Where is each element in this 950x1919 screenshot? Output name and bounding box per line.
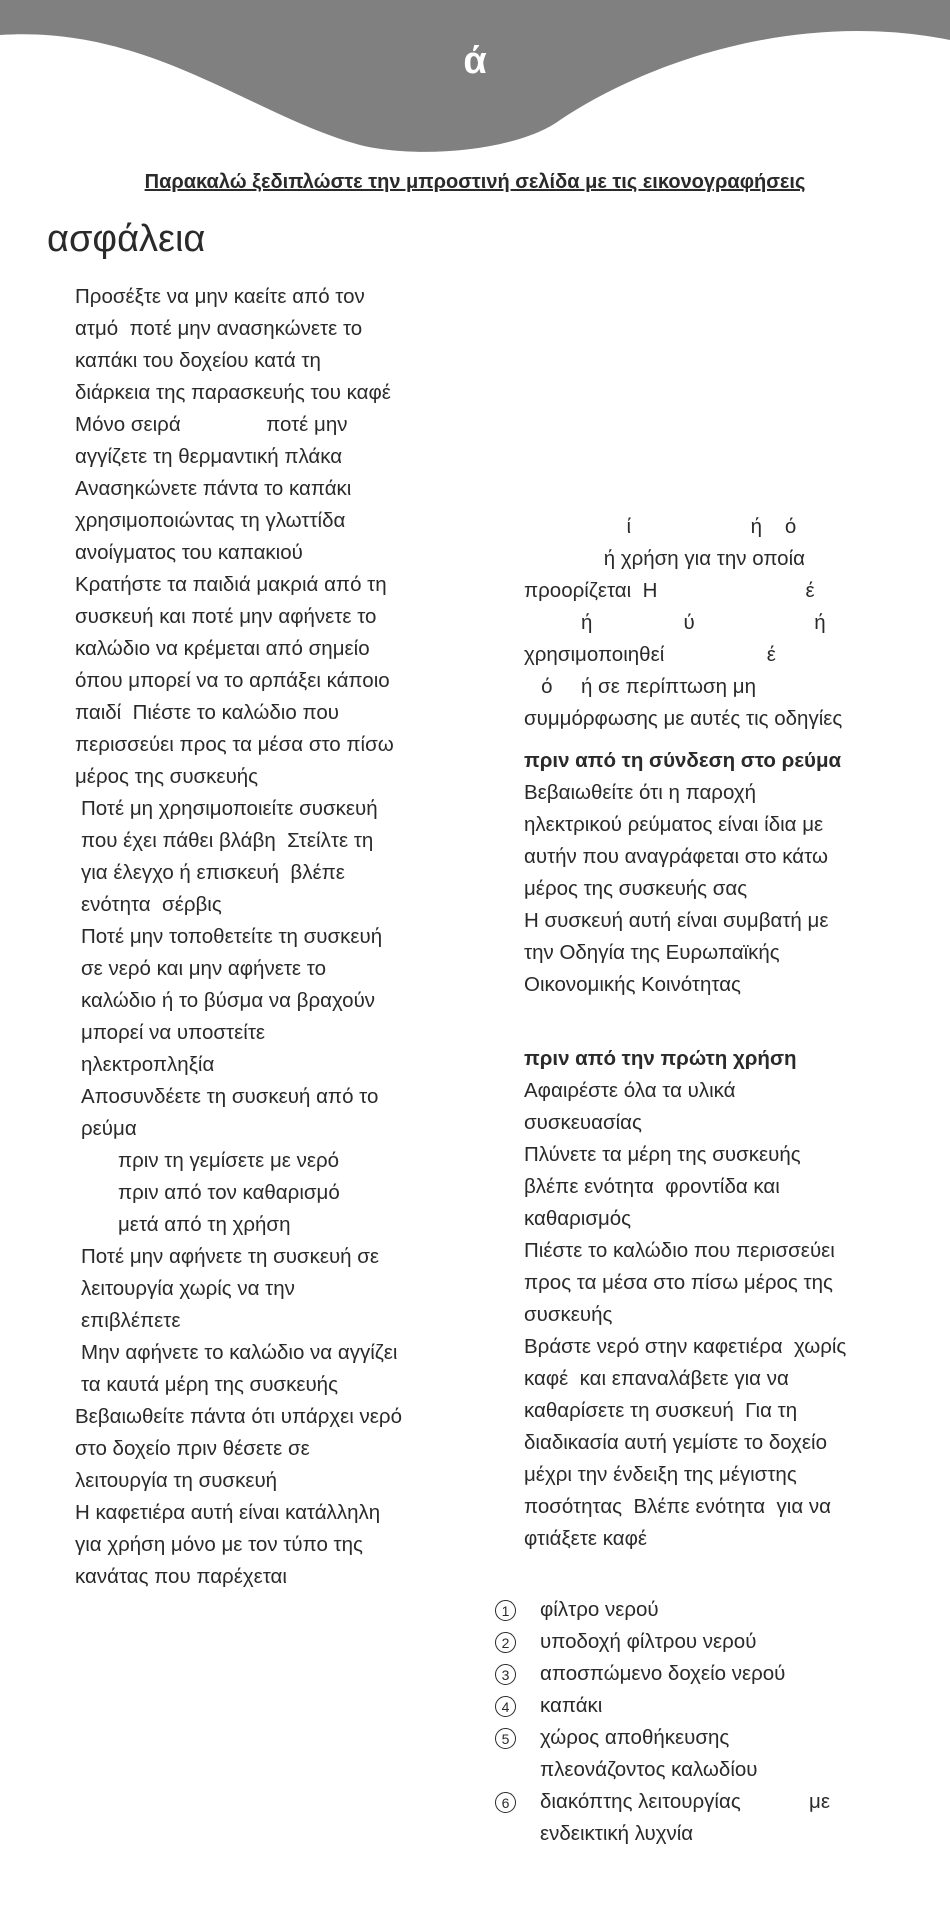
text-line: ηλεκτρικού ρεύματος είναι ίδια με [524, 813, 824, 836]
part-number-badge: 3 [495, 1664, 516, 1685]
text-line: ατμό ποτέ μην ανασηκώνετε το [75, 317, 363, 340]
text-line: σε νερό και μην αφήνετε το [81, 957, 326, 980]
text-line: διαδικασία αυτή γεμίστε το δοχείο [524, 1431, 828, 1454]
text-line: ί ή ό [524, 515, 797, 538]
text-line: Βεβαιωθείτε ότι η παροχή [524, 781, 756, 804]
text-line: Οικονομικής Κοινότητας [524, 973, 741, 996]
part-label-continued: ενδεικτική λυχνία [540, 1822, 694, 1845]
text-line: κανάτας που παρέχεται [75, 1565, 287, 1588]
text-line: Πιέστε το καλώδιο που περισσεύει [524, 1239, 835, 1262]
text-line: στο δοχείο πριν θέσετε σε [75, 1437, 310, 1460]
text-line: μέρος της συσκευής [75, 765, 259, 788]
part-label: αποσπώμενο δοχείο νερού [540, 1662, 786, 1685]
text-line: Βεβαιωθείτε πάντα ότι υπάρχει νερό [75, 1405, 402, 1428]
part-label-continued: πλεονάζοντος καλωδίου [540, 1758, 758, 1781]
part-number-badge: 6 [495, 1792, 516, 1813]
text-line: βλέπε ενότητα φροντίδα και [524, 1175, 780, 1198]
text-line: ποσότητας Βλέπε ενότητα για να [524, 1495, 831, 1518]
fold-out-note: Παρακαλώ ξεδιπλώστε την μπροστινή σελίδα με τις εικονογραφήσεις [144, 171, 806, 193]
text-line: ηλεκτροπληξία [81, 1053, 215, 1076]
text-line: για έλεγχο ή επισκευή βλέπε [81, 861, 345, 884]
text-line: φτιάξετε καφέ [524, 1527, 648, 1550]
text-line: Ποτέ μην τοποθετείτε τη συσκευή [81, 925, 383, 948]
text-line: Ποτέ μη χρησιμοποιείτε συσκευή [81, 797, 378, 820]
text-line: μετά από τη χρήση [118, 1213, 291, 1236]
text-line: καθαρίσετε τη συσκευή Για τη [524, 1399, 798, 1422]
text-line: που έχει πάθει βλάβη Στείλτε τη [81, 829, 374, 852]
text-line: συσκευή και ποτέ μην αφήνετε το [75, 605, 377, 628]
part-number-badge: 2 [495, 1632, 516, 1653]
subheading-before-power: πριν από τη σύνδεση στο ρεύμα [524, 749, 842, 772]
parts-list [495, 1594, 915, 1850]
text-line: μπορεί να υποστείτε [81, 1021, 266, 1044]
text-line: καπάκι του δοχείου κατά τη [75, 349, 321, 372]
text-line: χρησιμοποιώντας τη γλωττίδα [75, 509, 346, 532]
text-line: ό ή σε περίπτωση μη [524, 675, 756, 698]
text-line: περισσεύει προς τα μέσα στο πίσω [75, 733, 394, 756]
parts-list-item [495, 1722, 915, 1786]
safety-right-column [524, 511, 924, 1555]
text-line: πριν τη γεμίσετε με νερό [118, 1149, 340, 1172]
text-line: καφέ και επαναλάβετε για να [524, 1367, 789, 1390]
text-line: ή χρήση για την οποία [524, 547, 805, 570]
text-line: ανοίγματος του καπακιού [75, 541, 303, 564]
text-line: ή ύ ή [524, 611, 826, 634]
text-line: διάρκεια της παρασκευής του καφέ [75, 381, 391, 404]
part-number-badge: 5 [495, 1728, 516, 1749]
text-line: αγγίζετε τη θερμαντική πλάκα [75, 445, 343, 468]
part-label: καπάκι [540, 1694, 603, 1717]
text-line: καθαρισμός [524, 1207, 632, 1230]
parts-list-item [495, 1594, 915, 1626]
text-line: τα καυτά μέρη της συσκευής [81, 1373, 338, 1396]
text-line: λειτουργία τη συσκευή [75, 1469, 278, 1492]
text-line: ενότητα σέρβις [81, 893, 222, 916]
text-line: Αποσυνδέετε τη συσκευή από το [81, 1085, 379, 1108]
text-line: προς τα μέσα στο πίσω μέρος της [524, 1271, 833, 1294]
part-label: διακόπτης λειτουργίας με [540, 1790, 831, 1813]
text-line: παιδί Πιέστε το καλώδιο που [75, 701, 339, 724]
spacer [524, 735, 924, 745]
text-line: συσκευής [524, 1303, 613, 1326]
text-line: επιβλέπετε [81, 1309, 181, 1332]
text-line: καλώδιο να κρέμεται από σημείο [75, 637, 370, 660]
text-line: καλώδιο ή το βύσμα να βραχούν [81, 989, 376, 1012]
text-line: Η συσκευή αυτή είναι συμβατή με [524, 909, 829, 932]
text-line: μέχρι την ένδειξη της μέγιστης [524, 1463, 797, 1486]
subheading-first-use: πριν από την πρώτη χρήση [524, 1047, 797, 1070]
part-label: φίλτρο νερού [540, 1598, 659, 1621]
text-line: Πλύνετε τα μέρη της συσκευής [524, 1143, 801, 1166]
text-line: Βράστε νερό στην καφετιέρα χωρίς [524, 1335, 847, 1358]
part-number-badge: 1 [495, 1600, 516, 1621]
part-number-badge: 4 [495, 1696, 516, 1717]
spacer [524, 1033, 924, 1043]
text-line: πριν από τον καθαρισμό [118, 1181, 340, 1204]
text-line: Μόνο σειρά ποτέ μην [75, 413, 348, 436]
text-line: Μην αφήνετε το καλώδιο να αγγίζει [81, 1341, 398, 1364]
text-line: αυτήν που αναγράφεται στο κάτω [524, 845, 828, 868]
spacer [524, 1001, 924, 1033]
text-line: Αφαιρέστε όλα τα υλικά [524, 1079, 736, 1102]
text-line: προορίζεται Η έ [524, 579, 815, 602]
text-line: ρεύμα [81, 1117, 137, 1140]
text-line: μέρος της συσκευής σας [524, 877, 748, 900]
text-line: λειτουργία χωρίς να την [81, 1277, 295, 1300]
text-line: την Οδηγία της Ευρωπαϊκής [524, 941, 780, 964]
text-line: για χρήση μόνο με τον τύπο της [75, 1533, 363, 1556]
text-line: Ανασηκώνετε πάντα το καπάκι [75, 477, 352, 500]
section-title-safety: ασφάλεια [47, 218, 206, 260]
part-label: υποδοχή φίλτρου νερού [540, 1630, 757, 1653]
parts-list-item [495, 1626, 915, 1658]
text-line: Κρατήστε τα παιδιά μακριά από τη [75, 573, 387, 596]
page-header-title: ά [463, 40, 487, 82]
parts-list-item [495, 1690, 915, 1722]
text-line: συσκευασίας [524, 1111, 642, 1134]
text-line: συμμόρφωσης με αυτές τις οδηγίες [524, 707, 843, 730]
text-line: Ποτέ μην αφήνετε τη συσκευή σε [81, 1245, 380, 1268]
parts-list-item [495, 1786, 915, 1850]
text-line: Η καφετιέρα αυτή είναι κατάλληλη [75, 1501, 381, 1524]
safety-left-column [75, 281, 475, 1593]
text-line: Προσέξτε να μην καείτε από τον [75, 285, 365, 308]
parts-list-item [495, 1658, 915, 1690]
part-label: χώρος αποθήκευσης [540, 1726, 730, 1749]
text-line: χρησιμοποιηθεί έ [524, 643, 776, 666]
text-line: όπου μπορεί να το αρπάξει κάποιο [75, 669, 390, 692]
